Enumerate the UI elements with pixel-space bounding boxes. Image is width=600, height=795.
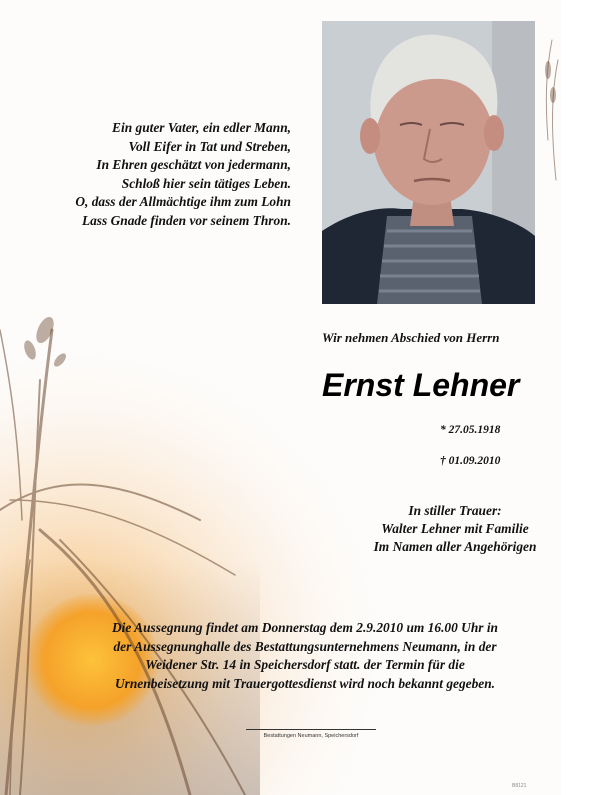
verse-line: Lass Gnade finden vor seinem Thron.	[81, 212, 291, 228]
mourners-line: Walter Lehner mit Familie	[381, 521, 529, 537]
mourners-line: Im Namen aller Angehörigen	[373, 539, 537, 555]
verse-line: Voll Eifer in Tat und Streben,	[128, 138, 291, 154]
verse-line: Schloß hier sein tätiges Leben.	[121, 175, 291, 191]
verse-line: O, dass der Allmächtige ihm zum Lohn	[75, 194, 291, 210]
page-margin	[561, 0, 600, 795]
undertaker-credit: Bestattungen Neumann, Speichersdorf	[263, 733, 359, 739]
template-code: B8121	[512, 783, 527, 789]
service-line: Urnenbeisetzung mit Trauergottesdienst wird noch bekannt gegeben.	[114, 675, 496, 691]
verse-line: In Ehren geschätzt von jedermann,	[96, 157, 291, 173]
deceased-name: Ernst Lehner	[322, 367, 520, 403]
portrait-photo	[322, 21, 535, 304]
memorial-verse	[20, 119, 291, 231]
verse-line: Ein guter Vater, ein edler Mann,	[112, 120, 291, 135]
service-line: der Aussegnunghalle des Bestattungsunternehmens Neumann, in der	[113, 638, 497, 654]
mourners-line: In stiller Trauer:	[408, 503, 502, 518]
service-line: Die Aussegnung findet am Donnerstag dem 2.9.2010 um 16.00 Uhr in	[111, 620, 499, 635]
death-date: † 01.09.2010	[440, 455, 501, 467]
farewell-line: Wir nehmen Abschied von Herrn	[322, 330, 500, 345]
service-line: Weidener Str. 14 in Speichersdorf statt. der Termin für die	[145, 657, 465, 673]
divider	[246, 729, 376, 730]
service-announcement	[60, 619, 550, 693]
mourners-block	[320, 502, 590, 557]
birth-date: * 27.05.1918	[440, 424, 501, 436]
